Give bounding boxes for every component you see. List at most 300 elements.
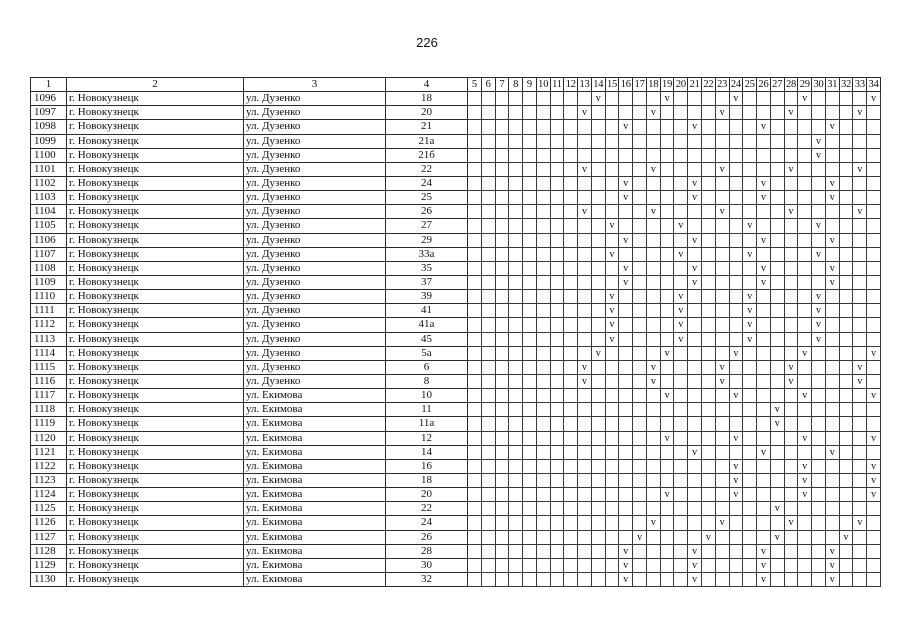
empty-cell (688, 502, 702, 516)
empty-cell (715, 290, 729, 304)
house-number-cell: 16 (386, 459, 468, 473)
check-mark: v (715, 360, 729, 374)
empty-cell (660, 403, 674, 417)
column-header-2: 2 (67, 78, 244, 92)
empty-cell (523, 134, 537, 148)
empty-cell (743, 572, 757, 586)
empty-cell (578, 459, 592, 473)
house-number-cell: 41а (386, 318, 468, 332)
empty-cell (702, 417, 716, 431)
empty-cell (536, 176, 550, 190)
empty-cell (605, 417, 619, 431)
column-header-26: 26 (758, 79, 769, 91)
empty-cell (867, 360, 881, 374)
empty-cell (853, 261, 867, 275)
table-row (31, 473, 881, 487)
empty-cell (729, 318, 743, 332)
empty-cell (757, 106, 771, 120)
empty-cell (536, 332, 550, 346)
empty-cell (550, 162, 564, 176)
empty-cell (743, 106, 757, 120)
empty-cell (523, 374, 537, 388)
empty-cell (536, 488, 550, 502)
table-row (31, 332, 881, 346)
column-header-27: 27 (772, 79, 783, 91)
empty-cell (605, 445, 619, 459)
empty-cell (674, 374, 688, 388)
empty-cell (757, 92, 771, 106)
empty-cell (536, 261, 550, 275)
empty-cell (509, 502, 523, 516)
empty-cell (798, 360, 812, 374)
check-mark: v (825, 558, 839, 572)
empty-cell (674, 389, 688, 403)
house-number-cell: 29 (386, 233, 468, 247)
empty-cell (798, 120, 812, 134)
empty-cell (770, 332, 784, 346)
row-number: 1123 (31, 473, 67, 487)
empty-cell (688, 488, 702, 502)
empty-cell (812, 205, 826, 219)
empty-cell (688, 346, 702, 360)
empty-cell (619, 290, 633, 304)
empty-cell (770, 318, 784, 332)
empty-cell (536, 572, 550, 586)
table-row (31, 219, 881, 233)
check-mark: v (674, 247, 688, 261)
row-number: 1115 (31, 360, 67, 374)
empty-cell (646, 459, 660, 473)
empty-cell (825, 389, 839, 403)
check-mark: v (757, 572, 771, 586)
column-header-14: 14 (593, 79, 604, 91)
empty-cell (605, 502, 619, 516)
house-number-cell: 25 (386, 191, 468, 205)
empty-cell (578, 120, 592, 134)
empty-cell (867, 403, 881, 417)
empty-cell (798, 134, 812, 148)
table-row (31, 502, 881, 516)
empty-cell (495, 332, 509, 346)
empty-cell (619, 374, 633, 388)
empty-cell (853, 176, 867, 190)
empty-cell (550, 261, 564, 275)
empty-cell (578, 261, 592, 275)
empty-cell (853, 247, 867, 261)
empty-cell (536, 191, 550, 205)
street-cell: ул. Екимова (244, 572, 386, 586)
empty-cell (853, 275, 867, 289)
empty-cell (495, 459, 509, 473)
empty-cell (839, 558, 853, 572)
empty-cell (646, 473, 660, 487)
empty-cell (523, 417, 537, 431)
empty-cell (536, 445, 550, 459)
empty-cell (839, 473, 853, 487)
column-header-15: 15 (606, 79, 618, 91)
check-mark: v (702, 530, 716, 544)
empty-cell (770, 516, 784, 530)
empty-cell (578, 346, 592, 360)
empty-cell (784, 572, 798, 586)
empty-cell (468, 389, 482, 403)
check-mark: v (770, 502, 784, 516)
empty-cell (674, 360, 688, 374)
empty-cell (605, 389, 619, 403)
empty-cell (757, 502, 771, 516)
empty-cell (715, 134, 729, 148)
row-number: 1120 (31, 431, 67, 445)
empty-cell (633, 332, 647, 346)
empty-cell (619, 459, 633, 473)
empty-cell (646, 247, 660, 261)
empty-cell (867, 148, 881, 162)
house-number-cell: 32 (386, 572, 468, 586)
city-cell: г. Новокузнецк (67, 304, 244, 318)
empty-cell (605, 473, 619, 487)
check-mark: v (825, 261, 839, 275)
empty-cell (770, 120, 784, 134)
empty-cell (688, 417, 702, 431)
column-header-19: 19 (662, 79, 673, 91)
empty-cell (646, 488, 660, 502)
empty-cell (564, 502, 578, 516)
empty-cell (825, 346, 839, 360)
empty-cell (591, 459, 605, 473)
column-header-23: 23 (717, 79, 728, 91)
empty-cell (798, 530, 812, 544)
empty-cell (481, 403, 495, 417)
empty-cell (798, 516, 812, 530)
empty-cell (770, 431, 784, 445)
empty-cell (578, 544, 592, 558)
row-number: 1112 (31, 318, 67, 332)
check-mark: v (757, 445, 771, 459)
empty-cell (702, 445, 716, 459)
empty-cell (633, 459, 647, 473)
check-mark: v (867, 431, 881, 445)
check-mark: v (743, 304, 757, 318)
row-number: 1107 (31, 247, 67, 261)
empty-cell (825, 403, 839, 417)
empty-cell (633, 304, 647, 318)
empty-cell (715, 275, 729, 289)
empty-cell (523, 176, 537, 190)
empty-cell (564, 219, 578, 233)
empty-cell (674, 558, 688, 572)
check-mark: v (619, 572, 633, 586)
empty-cell (839, 346, 853, 360)
street-cell: ул. Екимова (244, 389, 386, 403)
check-mark: v (757, 275, 771, 289)
empty-cell (605, 233, 619, 247)
empty-cell (481, 502, 495, 516)
empty-cell (784, 176, 798, 190)
check-mark: v (867, 488, 881, 502)
city-cell: г. Новокузнецк (67, 134, 244, 148)
table-row (31, 346, 881, 360)
empty-cell (770, 473, 784, 487)
empty-cell (839, 516, 853, 530)
house-number-cell: 21б (386, 148, 468, 162)
empty-cell (702, 275, 716, 289)
empty-cell (853, 219, 867, 233)
empty-cell (839, 247, 853, 261)
column-header-8: 8 (509, 78, 523, 92)
empty-cell (839, 374, 853, 388)
empty-cell (729, 417, 743, 431)
empty-cell (839, 544, 853, 558)
empty-cell (495, 360, 509, 374)
empty-cell (674, 275, 688, 289)
empty-cell (578, 445, 592, 459)
row-number: 1116 (31, 374, 67, 388)
empty-cell (468, 445, 482, 459)
empty-cell (688, 403, 702, 417)
empty-cell (853, 459, 867, 473)
table-row (31, 92, 881, 106)
empty-cell (702, 318, 716, 332)
empty-cell (468, 134, 482, 148)
empty-cell (743, 275, 757, 289)
empty-cell (550, 502, 564, 516)
empty-cell (660, 572, 674, 586)
empty-cell (770, 544, 784, 558)
empty-cell (702, 332, 716, 346)
empty-cell (619, 148, 633, 162)
row-number: 1109 (31, 275, 67, 289)
empty-cell (633, 417, 647, 431)
empty-cell (853, 120, 867, 134)
house-number-cell: 5а (386, 346, 468, 360)
empty-cell (468, 205, 482, 219)
empty-cell (757, 431, 771, 445)
empty-cell (702, 431, 716, 445)
empty-cell (825, 247, 839, 261)
empty-cell (578, 558, 592, 572)
empty-cell (757, 247, 771, 261)
empty-cell (481, 431, 495, 445)
city-cell: г. Новокузнецк (67, 233, 244, 247)
check-mark: v (798, 431, 812, 445)
empty-cell (812, 360, 826, 374)
empty-cell (688, 148, 702, 162)
empty-cell (619, 219, 633, 233)
empty-cell (468, 488, 482, 502)
empty-cell (798, 261, 812, 275)
empty-cell (633, 318, 647, 332)
empty-cell (715, 544, 729, 558)
empty-cell (660, 459, 674, 473)
empty-cell (550, 530, 564, 544)
empty-cell (591, 488, 605, 502)
empty-cell (468, 290, 482, 304)
empty-cell (564, 374, 578, 388)
empty-cell (770, 290, 784, 304)
empty-cell (550, 346, 564, 360)
check-mark: v (729, 459, 743, 473)
check-mark: v (578, 205, 592, 219)
empty-cell (578, 403, 592, 417)
street-cell: ул. Дузенко (244, 247, 386, 261)
empty-cell (812, 530, 826, 544)
empty-cell (743, 148, 757, 162)
empty-cell (853, 403, 867, 417)
empty-cell (688, 92, 702, 106)
house-number-cell: 12 (386, 431, 468, 445)
empty-cell (523, 304, 537, 318)
empty-cell (729, 403, 743, 417)
empty-cell (729, 134, 743, 148)
empty-cell (784, 417, 798, 431)
empty-cell (468, 92, 482, 106)
empty-cell (839, 403, 853, 417)
empty-cell (633, 473, 647, 487)
empty-cell (798, 558, 812, 572)
check-mark: v (729, 431, 743, 445)
empty-cell (619, 106, 633, 120)
empty-cell (523, 502, 537, 516)
empty-cell (591, 431, 605, 445)
empty-cell (853, 191, 867, 205)
empty-cell (550, 247, 564, 261)
empty-cell (715, 304, 729, 318)
check-mark: v (825, 544, 839, 558)
empty-cell (646, 275, 660, 289)
empty-cell (839, 162, 853, 176)
empty-cell (481, 261, 495, 275)
city-cell: г. Новокузнецк (67, 389, 244, 403)
column-header-1: 1 (31, 78, 67, 92)
check-mark: v (688, 176, 702, 190)
empty-cell (536, 205, 550, 219)
empty-cell (715, 219, 729, 233)
empty-cell (784, 530, 798, 544)
street-cell: ул. Екимова (244, 403, 386, 417)
column-header-21: 21 (689, 79, 700, 91)
check-mark: v (812, 134, 826, 148)
empty-cell (591, 572, 605, 586)
empty-cell (757, 488, 771, 502)
empty-cell (536, 134, 550, 148)
empty-cell (715, 488, 729, 502)
empty-cell (619, 134, 633, 148)
empty-cell (509, 219, 523, 233)
empty-cell (619, 318, 633, 332)
empty-cell (812, 445, 826, 459)
empty-cell (784, 261, 798, 275)
empty-cell (660, 473, 674, 487)
check-mark: v (784, 360, 798, 374)
empty-cell (702, 544, 716, 558)
empty-cell (784, 191, 798, 205)
city-cell: г. Новокузнецк (67, 148, 244, 162)
check-mark: v (660, 431, 674, 445)
empty-cell (591, 374, 605, 388)
street-cell: ул. Дузенко (244, 176, 386, 190)
empty-cell (633, 516, 647, 530)
street-cell: ул. Екимова (244, 516, 386, 530)
check-mark: v (688, 544, 702, 558)
house-number-cell: 10 (386, 389, 468, 403)
empty-cell (481, 120, 495, 134)
empty-cell (660, 558, 674, 572)
empty-cell (481, 530, 495, 544)
empty-cell (729, 233, 743, 247)
empty-cell (564, 120, 578, 134)
empty-cell (784, 304, 798, 318)
empty-cell (688, 318, 702, 332)
empty-cell (688, 389, 702, 403)
empty-cell (564, 304, 578, 318)
check-mark: v (867, 389, 881, 403)
empty-cell (743, 176, 757, 190)
empty-cell (481, 162, 495, 176)
empty-cell (468, 261, 482, 275)
empty-cell (536, 304, 550, 318)
empty-cell (757, 389, 771, 403)
empty-cell (550, 417, 564, 431)
empty-cell (468, 572, 482, 586)
page-number: 226 (416, 35, 438, 50)
check-mark: v (619, 261, 633, 275)
empty-cell (564, 417, 578, 431)
empty-cell (564, 134, 578, 148)
check-mark: v (743, 247, 757, 261)
city-cell: г. Новокузнецк (67, 318, 244, 332)
empty-cell (784, 290, 798, 304)
empty-cell (674, 544, 688, 558)
empty-cell (867, 502, 881, 516)
empty-cell (770, 389, 784, 403)
check-mark: v (867, 346, 881, 360)
check-mark: v (660, 389, 674, 403)
city-cell: г. Новокузнецк (67, 205, 244, 219)
check-mark: v (743, 290, 757, 304)
empty-cell (633, 275, 647, 289)
empty-cell (564, 558, 578, 572)
check-mark: v (578, 162, 592, 176)
empty-cell (468, 233, 482, 247)
empty-cell (660, 205, 674, 219)
empty-cell (867, 572, 881, 586)
empty-cell (468, 346, 482, 360)
empty-cell (770, 275, 784, 289)
check-mark: v (812, 219, 826, 233)
empty-cell (646, 502, 660, 516)
empty-cell (770, 92, 784, 106)
empty-cell (646, 318, 660, 332)
column-header-3: 3 (244, 78, 386, 92)
empty-cell (770, 106, 784, 120)
empty-cell (509, 162, 523, 176)
street-cell: ул. Екимова (244, 544, 386, 558)
check-mark: v (729, 92, 743, 106)
empty-cell (660, 290, 674, 304)
empty-cell (509, 346, 523, 360)
empty-cell (853, 417, 867, 431)
empty-cell (798, 290, 812, 304)
empty-cell (578, 473, 592, 487)
column-header-6: 6 (481, 78, 495, 92)
empty-cell (536, 219, 550, 233)
empty-cell (812, 346, 826, 360)
empty-cell (757, 417, 771, 431)
empty-cell (798, 106, 812, 120)
empty-cell (523, 332, 537, 346)
empty-cell (798, 176, 812, 190)
empty-cell (509, 176, 523, 190)
